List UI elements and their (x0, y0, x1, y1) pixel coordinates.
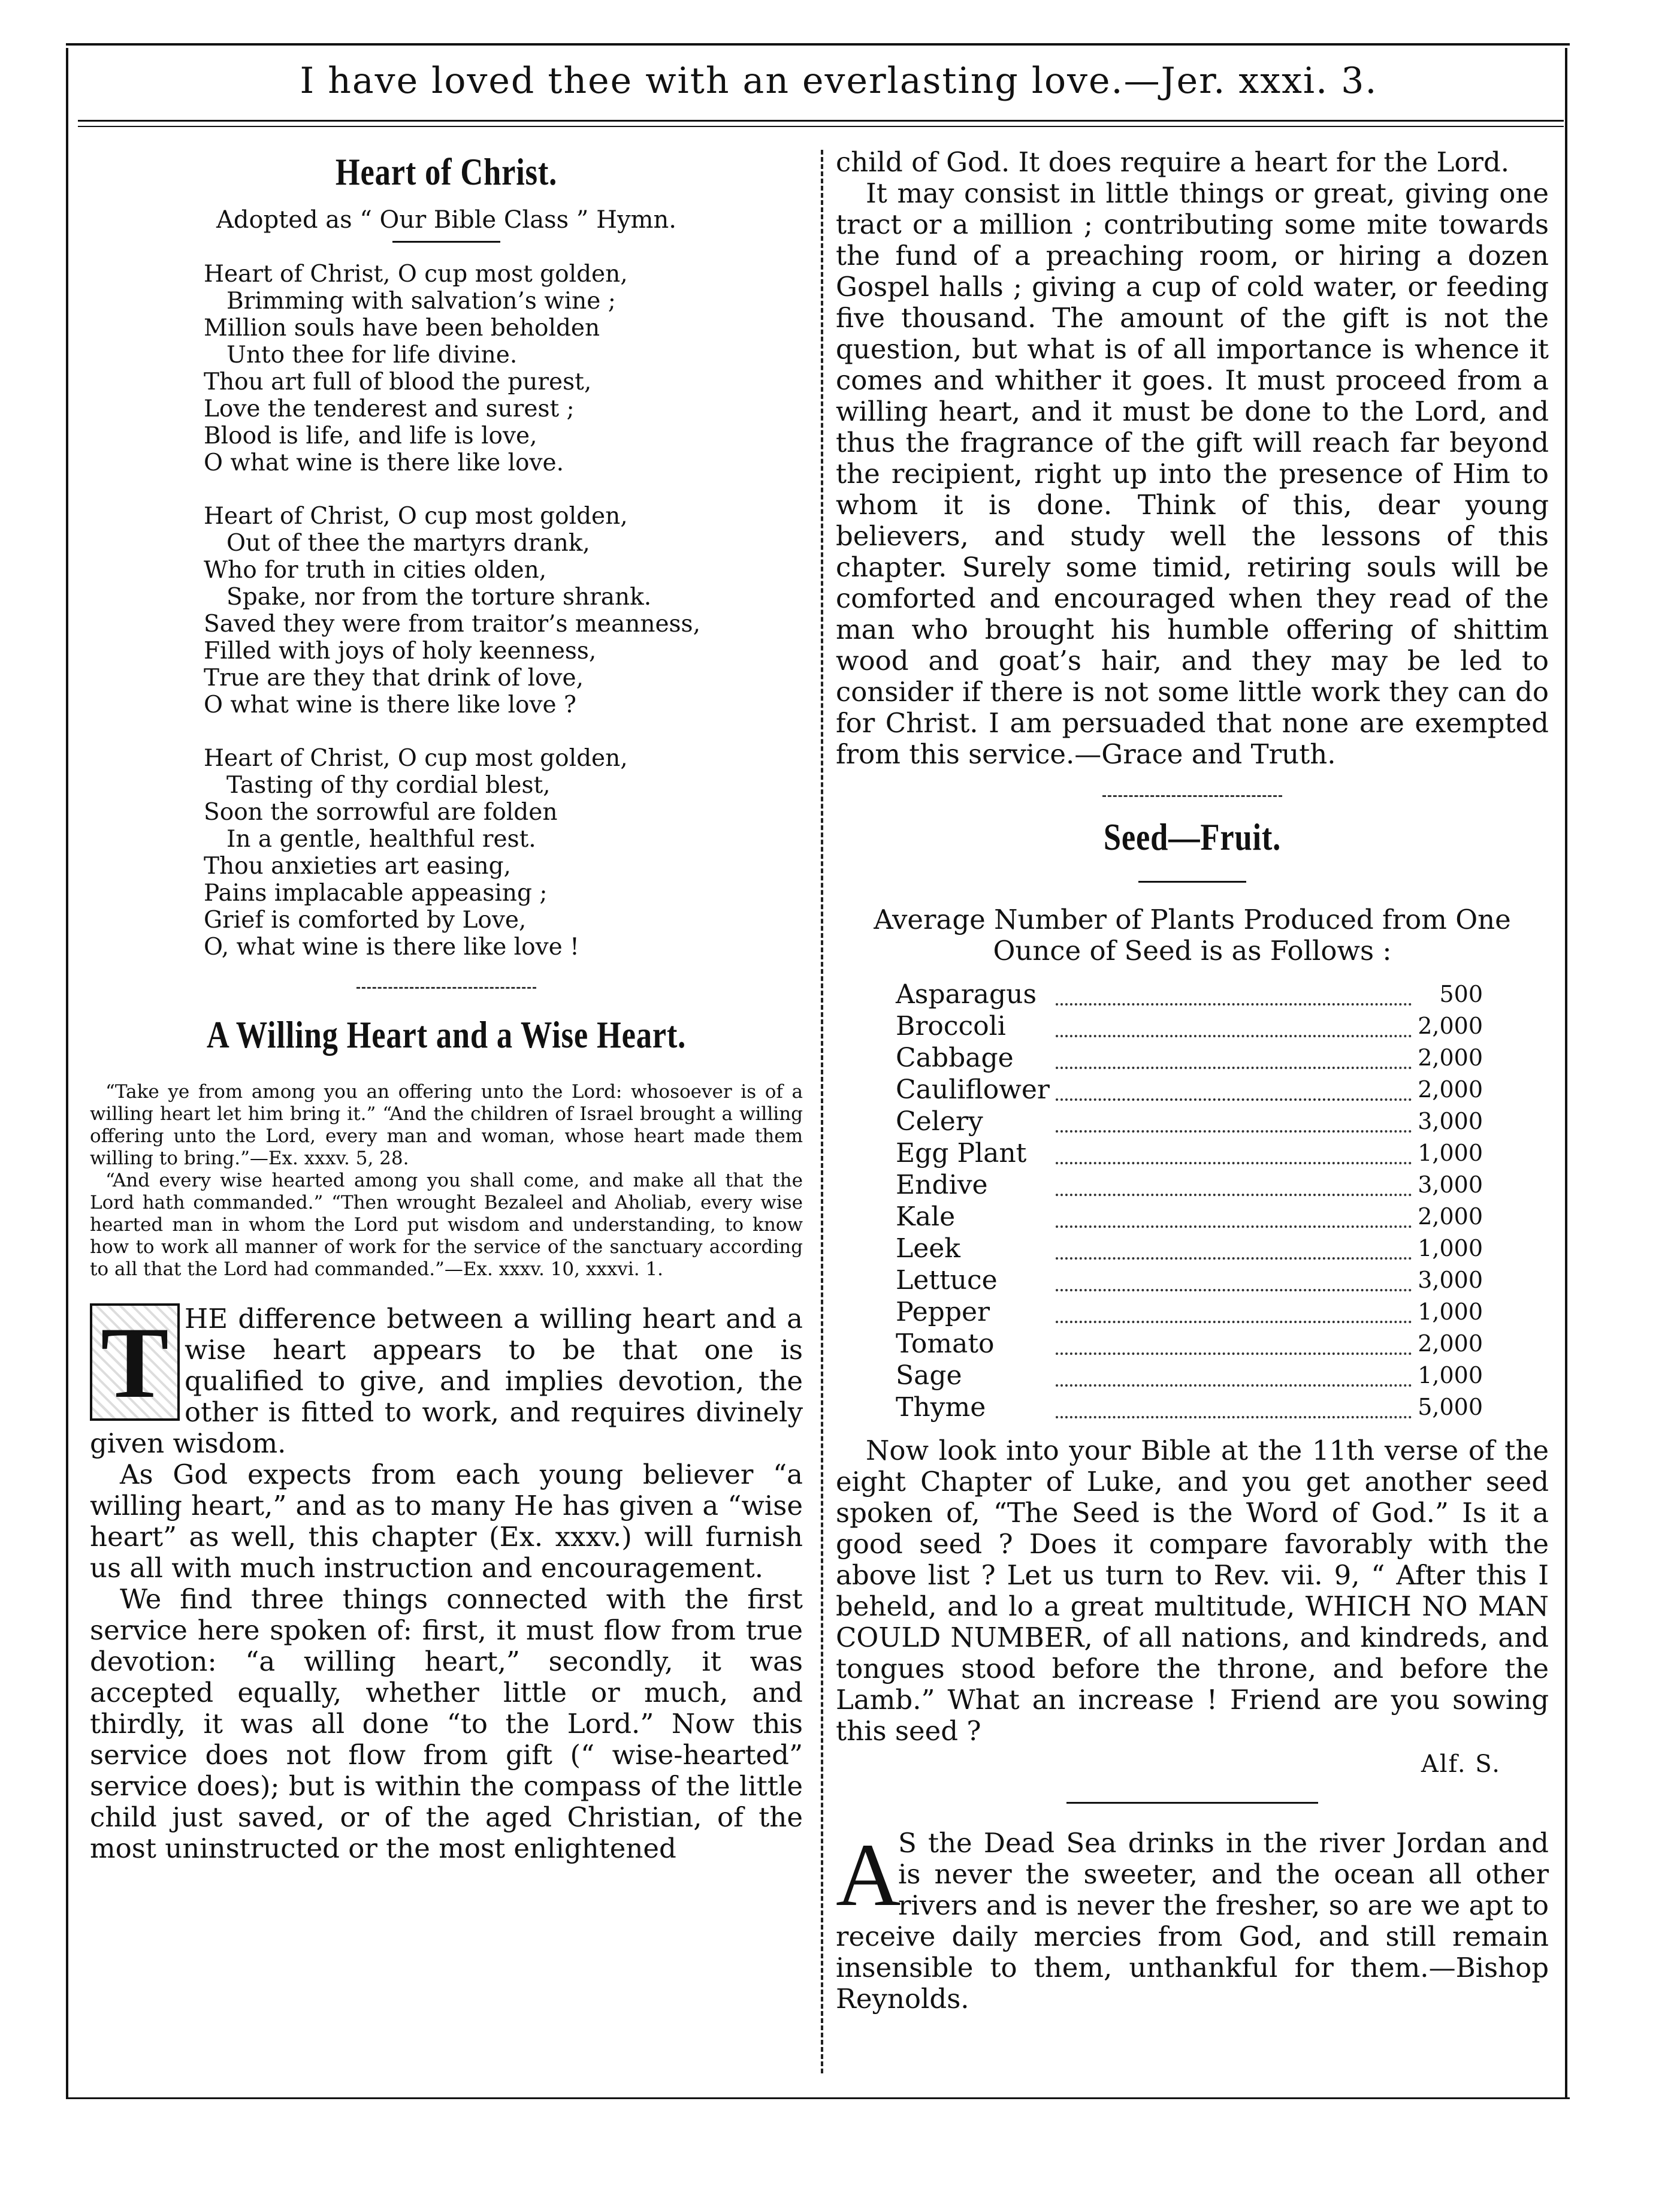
hymn-line: Brimming with salvation’s wine ; (226, 288, 616, 315)
plant-name: Thyme (896, 1392, 986, 1423)
table-row (896, 1106, 1483, 1137)
dead-sea-section (836, 1825, 1549, 2015)
plant-name: Endive (896, 1170, 988, 1200)
plant-name: Asparagus (896, 979, 1037, 1010)
seed-fruit-title: Seed—Fruit. (1103, 816, 1282, 858)
plant-name: Tomato (896, 1329, 995, 1359)
hymn-line: Filled with joys of holy keenness, (204, 638, 597, 665)
body-paragraph: Now look into your Bible at the 11th verse of the eight Chapter of Luke, and you get another seed spoken of, “The Seed is the Word of God.” Is it a good seed ? Does it compare favorably with the above list ? Let us turn to Rev. vii. 9, “ After this I beheld, and lo a great multitude, WHICH NO MAN COULD NUMBER, of all nations, and kindreds, and tongues stood before the throne, and before the Lamb.” What an increase ! Friend are you sowing this seed ? (836, 1435, 1549, 1747)
hymn-line: Unto thee for life divine. (226, 342, 518, 369)
table-row (896, 1010, 1483, 1042)
scripture-paragraph: “And every wise hearted among you shall come, and make all that the Lord hath commanded.” “Then wrought Bezaleel and Aholiab, every wise hearted man in whom the Lord put wisdom and understanding, to know how to work all manner of work for the service of the sanctuary according to all that the Lord had commanded.”—Ex. xxxv. 10, xxxvi. 1. (90, 1170, 803, 1280)
table-row (896, 1074, 1483, 1106)
body-paragraph: We find three things connected with the first service here spoken of: first, it must flow from true devotion: “a willing heart,” secondly, it was accepted equally, whether little or much, and thirdly, it was all done “to the Lord.” Now this service does not flow from gift (“ wise-hearted” service does); but is within the compass of the little child just saved, or of the aged Christian, of the most uninstructed or the most enlightened (90, 1583, 803, 1864)
leader-dots (1050, 1328, 1418, 1360)
hymn-line: Heart of Christ, O cup most golden, (204, 261, 628, 288)
plant-count: 2,000 (1418, 1330, 1483, 1357)
hymn-line: O what wine is there like love. (204, 449, 564, 476)
stanza-2 (204, 503, 803, 718)
willing-heart-continued (836, 147, 1549, 770)
plant-name: Celery (896, 1106, 983, 1137)
table-row (896, 1042, 1483, 1074)
hymn-title: Heart of Christ. (335, 150, 558, 193)
hymn-line: Thou art full of blood the purest, (204, 369, 592, 395)
hymn-line: True are they that drink of love, (204, 665, 584, 692)
plant-name: Lettuce (896, 1265, 998, 1296)
leader-dots (1050, 1233, 1418, 1264)
header-rule (78, 120, 1564, 122)
plant-name: Egg Plant (896, 1138, 1027, 1169)
hymn-line: Pains implacable appeasing ; (204, 880, 548, 907)
plant-name: Cauliflower (896, 1074, 1050, 1105)
hymn-subtitle: Adopted as “ Our Bible Class ” Hymn. (216, 206, 676, 234)
ornamental-dropcap: T (90, 1303, 180, 1421)
plant-count: 5,000 (1418, 1394, 1483, 1420)
plant-count: 1,000 (1418, 1235, 1483, 1261)
leader-dots (1050, 1360, 1418, 1391)
body-paragraph: It may consist in little things or great, giving one tract or a million ; contributing some mite towards the fund of a preaching room, or hiring a dozen Gospel halls ; giving a cup of cold water, or feeding five thousand. The amount of the gift is not the question, but what is of all importance is whence it comes and whither it goes. It must proceed from a willing heart, and it must be done to the Lord, and thus the fragrance of the gift will reach far beyond the recipient, right up into the presence of Him to whom it is done. Think of this, dear young believers, and study well the lessons of this chapter. Surely some timid, retiring souls will be comforted and encouraged when they read of the man who brought his humble offering of shittim wood and goat’s hair, and they may be led to consider if there is not some little work they can do for Christ. I am persuaded that none are exempted from this service.—Grace and Truth. (836, 177, 1549, 770)
table-row (896, 1201, 1483, 1233)
leader-dots (1050, 1201, 1418, 1233)
hymn-line: Blood is life, and life is love, (204, 422, 537, 449)
hymn-section (90, 150, 803, 961)
willing-heart-section (90, 1013, 803, 1864)
scripture-paragraph: “Take ye from among you an offering unto the Lord: whosoever is of a willing heart let him bring it.” “And the children of Israel brought a willing offering unto the Lord, every man and woman, whose heart made them willing to bring.”—Ex. xxxv. 5, 28. (90, 1081, 803, 1169)
plant-name: Cabbage (896, 1043, 1014, 1073)
stanza-1 (204, 261, 803, 476)
table-row (896, 979, 1483, 1010)
hymn-line: Soon the sorrowful are folden (204, 799, 558, 826)
plant-name: Pepper (896, 1297, 990, 1327)
plant-count: 3,000 (1418, 1267, 1483, 1293)
table-row (896, 1296, 1483, 1328)
seed-fruit-section (836, 815, 1549, 1778)
willing-heart-title: A Willing Heart and a Wise Heart. (206, 1013, 687, 1056)
top-rule (66, 43, 1570, 46)
body-paragraph: S the Dead Sea drinks in the river Jordan and is never the sweeter, and the ocean all other rivers and is never the fresher, so are we apt to receive daily mercies from God, and still remain insensible to them, unthankful for them.—Bishop Reynolds. (836, 1827, 1549, 2015)
header-rule-thin (78, 126, 1564, 127)
author-signature: Alf. S. (1421, 1750, 1501, 1778)
plant-name: Leek (896, 1233, 960, 1264)
left-column (90, 150, 803, 1864)
hymn-line: Who for truth in cities olden, (204, 557, 547, 584)
table-row (896, 1328, 1483, 1360)
right-column (836, 147, 1549, 2015)
plant-count: 1,000 (1418, 1140, 1483, 1166)
seed-intro: Average Number of Plants Produced from One Ounce of Seed is as Follows : (874, 904, 1511, 967)
section-separator (356, 987, 536, 989)
leader-dots (1050, 1391, 1418, 1423)
column-divider (821, 150, 823, 2073)
hymn-line: Out of thee the martyrs drank, (226, 530, 590, 557)
section-separator (1066, 1802, 1318, 1804)
table-row (896, 1391, 1483, 1423)
hymn-line: Heart of Christ, O cup most golden, (204, 745, 628, 772)
leader-dots (1050, 1074, 1418, 1106)
hymn-rule (392, 241, 500, 243)
hymn-line: O, what wine is there like love ! (204, 934, 579, 961)
willing-heart-body (90, 1303, 803, 1864)
left-border (66, 48, 68, 2097)
seed-fruit-body (836, 1435, 1549, 1747)
header-verse: I have loved thee with an everlasting love.—Jer. xxxi. 3. (300, 60, 1378, 102)
body-paragraph: As God expects from each young believer “a willing heart,” and as to many He has given a “wise heart” as well, this chapter (Ex. xxxv.) will furnish us all with much instruction and encouragement. (90, 1459, 803, 1584)
hymn-line: Grief is comforted by Love, (204, 907, 527, 934)
plant-name: Sage (896, 1360, 962, 1391)
scripture-quote (90, 1081, 803, 1281)
leader-dots (1050, 1264, 1418, 1296)
leader-dots (1050, 979, 1418, 1010)
leader-dots (1050, 1296, 1418, 1328)
body-paragraph: child of God. It does require a heart for the Lord. (836, 146, 1510, 178)
seed-table (896, 979, 1483, 1423)
hymn-line: Million souls have been beholden (204, 315, 600, 342)
plant-count: 2,000 (1418, 1044, 1483, 1071)
section-separator (1102, 795, 1282, 797)
leader-dots (1050, 1169, 1418, 1201)
table-row (896, 1233, 1483, 1264)
leader-dots (1050, 1137, 1418, 1169)
plant-name: Broccoli (896, 1011, 1006, 1041)
plant-count: 3,000 (1418, 1108, 1483, 1134)
hymn-line: Spake, nor from the torture shrank. (226, 584, 652, 611)
hymn-line: Love the tenderest and surest ; (204, 395, 575, 422)
stanza-3 (204, 745, 803, 961)
plant-count: 2,000 (1418, 1076, 1483, 1103)
seed-rule (1138, 881, 1246, 883)
table-row (896, 1137, 1483, 1169)
plant-count: 1,000 (1418, 1362, 1483, 1388)
leader-dots (1050, 1106, 1418, 1137)
dropcap-letter: A (836, 1825, 901, 1925)
table-row (896, 1360, 1483, 1391)
hymn-line: Saved they were from traitor’s meanness, (204, 611, 700, 638)
table-row (896, 1169, 1483, 1201)
hymn-line: O what wine is there like love ? (204, 692, 576, 718)
hymn-line: Tasting of thy cordial blest, (226, 772, 551, 799)
right-border (1565, 48, 1567, 2097)
hymn-line: In a gentle, healthful rest. (226, 826, 536, 853)
hymn-line: Heart of Christ, O cup most golden, (204, 503, 628, 530)
hymn-line: Thou anxieties art easing, (204, 853, 511, 880)
body-paragraph: HE difference between a willing heart and a wise heart appears to be that one is qualified to give, and implies devotion, the other is fitted to work, and requires divinely given wisdom. (90, 1303, 803, 1459)
leader-dots (1050, 1042, 1418, 1074)
plant-count: 2,000 (1418, 1203, 1483, 1230)
bottom-rule (66, 2097, 1570, 2099)
plant-count: 1,000 (1418, 1299, 1483, 1325)
plant-name: Kale (896, 1201, 956, 1232)
table-row (896, 1264, 1483, 1296)
plant-count: 3,000 (1418, 1172, 1483, 1198)
hymn-body (204, 261, 803, 961)
plant-count: 2,000 (1418, 1013, 1483, 1039)
plant-count: 500 (1439, 981, 1483, 1007)
leader-dots (1050, 1010, 1418, 1042)
